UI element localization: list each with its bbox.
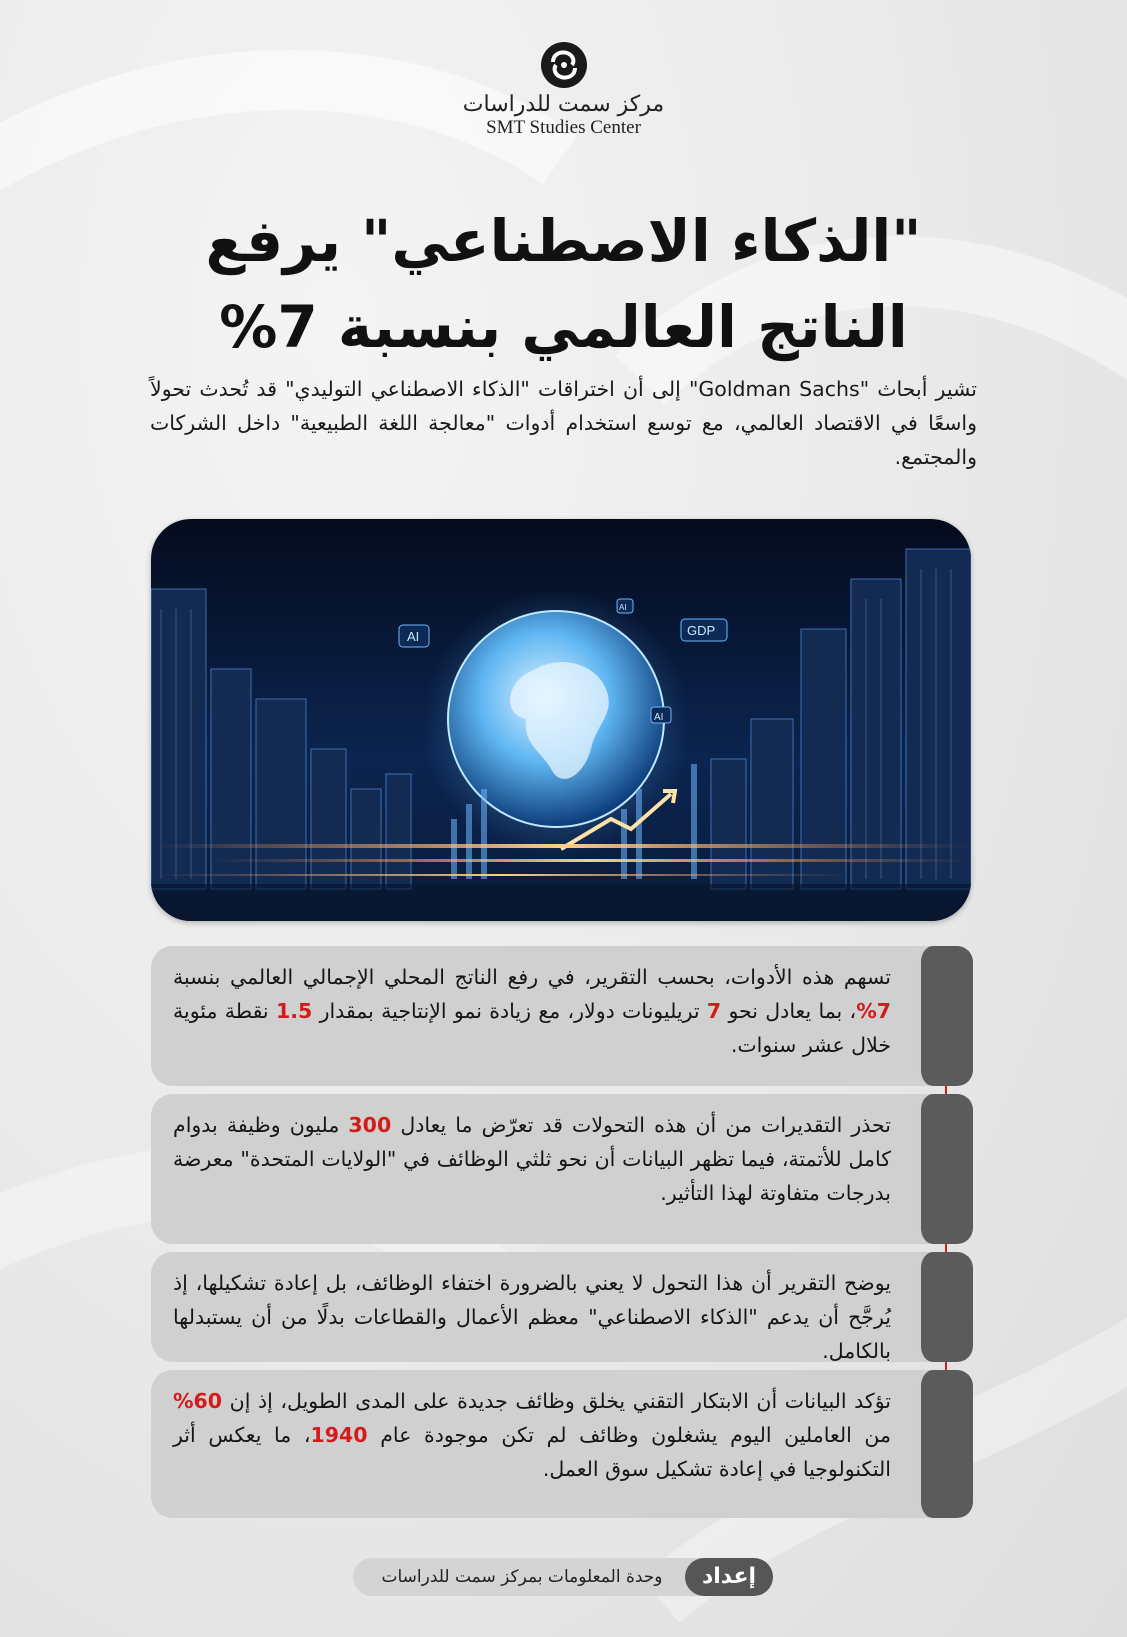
- page-title: [120, 198, 1007, 370]
- info-card-3: [151, 1252, 973, 1362]
- title-line-1: "الذكاء الاصطناعي" يرفع: [205, 207, 922, 275]
- card-4-text: تؤكد البيانات أن الابتكار التقني يخلق وظائف جديدة على المدى الطويل، إذ إن 60% من العاملين اليوم يشغلون وظائف لم تكن موجودة عام 1940، ما يعكس أثر التكنولوجيا في إعادة تشكيل سوق العمل.: [173, 1389, 891, 1481]
- card-tab: [917, 1252, 973, 1362]
- info-card-1: [151, 946, 973, 1086]
- footer-credit: [353, 1558, 773, 1596]
- hero-label-ai-3: AI: [654, 712, 664, 723]
- hero-label-gdp: GDP: [687, 623, 716, 638]
- card-tab: [917, 1094, 973, 1244]
- card-tab: [917, 1370, 973, 1518]
- intro-paragraph: تشير أبحاث "Goldman Sachs" إلى أن اختراقات "الذكاء الاصطناعي التوليدي" قد تُحدث تحولاً واسعًا في الاقتصاد العالمي، مع توسع استخدام أدوات "معالجة اللغة الطبيعية" داخل الشركات والمجتمع.: [150, 377, 978, 469]
- org-name-english: SMT Studies Center: [486, 117, 641, 138]
- hero-image: [151, 519, 971, 921]
- card-tab: [917, 946, 973, 1086]
- info-card-2: [151, 1094, 973, 1244]
- hero-label-ai-1: AI: [407, 629, 420, 644]
- org-logo: [0, 40, 1127, 139]
- hero-label-ai-2: AI: [619, 603, 627, 612]
- org-name-arabic: مركز سمت للدراسات: [462, 92, 665, 117]
- smt-logo-icon: [539, 40, 589, 90]
- card-1-text: تسهم هذه الأدوات، بحسب التقرير، في رفع الناتج المحلي الإجمالي العالمي بنسبة 7%، بما يعادل نحو 7 تريليونات دولار، مع زيادة نمو الإنتاجية بمقدار 1.5 نقطة مئوية خلال عشر سنوات.: [173, 965, 891, 1057]
- card-3-text: يوضح التقرير أن هذا التحول لا يعني بالضرورة اختفاء الوظائف، بل إعادة تشكيلها، إذ يُرجَّح أن يدعم "الذكاء الاصطناعي" معظم الأعمال والقطاعات بدلًا من أن يستبدلها بالكامل.: [173, 1271, 891, 1363]
- prepared-by-badge: إعداد: [685, 1558, 773, 1596]
- info-card-4: [151, 1370, 973, 1518]
- title-line-2: الناتج العالمي بنسبة 7%: [219, 293, 908, 361]
- card-2-text: تحذر التقديرات من أن هذه التحولات قد تعرّض ما يعادل 300 مليون وظيفة بدوام كامل للأتمتة، فيما تظهر البيانات أن نحو ثلثي الوظائف في "الولايات المتحدة" معرضة بدرجات متفاوتة لهذا التأثير.: [173, 1113, 891, 1205]
- footer-text: وحدة المعلومات بمركز سمت للدراسات: [381, 1567, 663, 1587]
